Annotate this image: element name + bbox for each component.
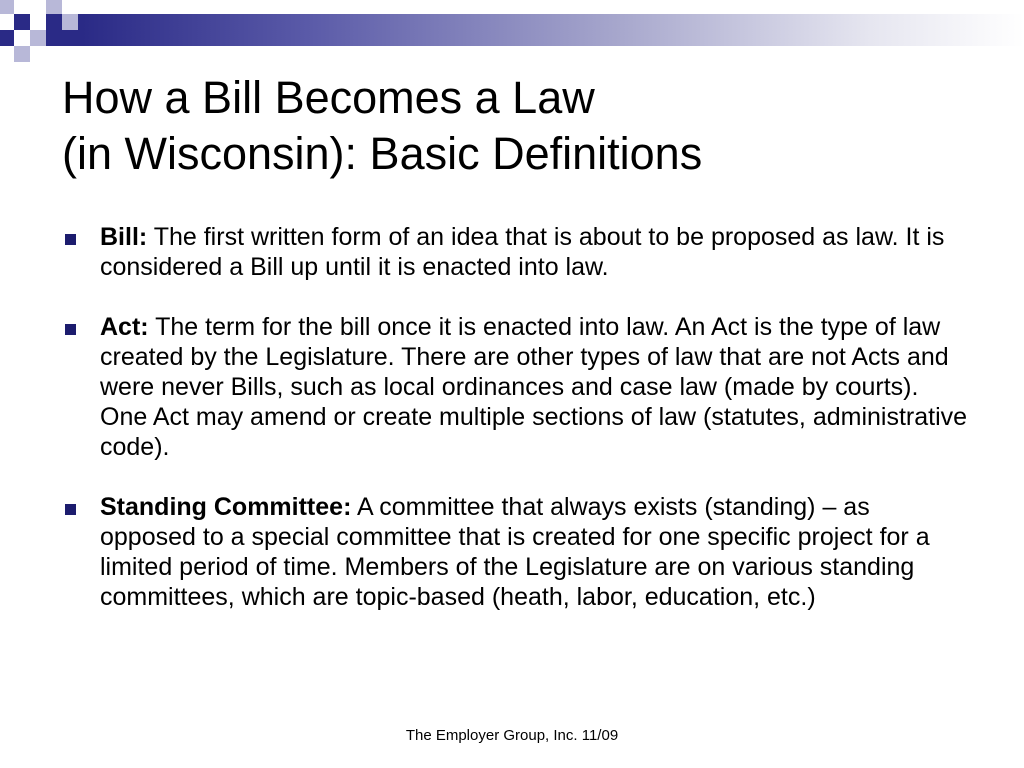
definition-list	[62, 222, 970, 642]
decor-square	[30, 30, 46, 46]
definition-text: The first written form of an idea that is about to be proposed as law. It is considered a Bill up until it is enacted into law.	[100, 223, 945, 281]
definition-act	[62, 312, 970, 462]
definition-term: Standing Committee:	[100, 493, 352, 521]
definition-term: Bill:	[100, 223, 148, 251]
title-line-1: How a Bill Becomes a Law	[62, 72, 595, 123]
decor-square	[0, 0, 14, 14]
header-gradient-bar	[0, 14, 1024, 46]
bullet-square-icon	[65, 504, 76, 515]
definition-bill	[62, 222, 970, 282]
definition-text: A committee that always exists (standing) – as opposed to a special committee that is created for one specific project for a limited period of time. Members of the Legislature are on various standing committees, which are topic-based (heath, labor, education, etc.)	[100, 493, 930, 611]
bullet-square-icon	[65, 234, 76, 245]
slide-footer: The Employer Group, Inc. 11/09	[405, 727, 619, 744]
definition-standing-committee	[62, 492, 970, 612]
definition-term: Act:	[100, 313, 149, 341]
bullet-square-icon	[65, 324, 76, 335]
decor-square	[46, 0, 62, 14]
title-line-2: (in Wisconsin): Basic Definitions	[62, 128, 703, 179]
decor-square	[0, 30, 14, 46]
slide-title	[62, 70, 982, 182]
decor-square	[14, 46, 30, 62]
decor-square	[46, 30, 62, 46]
definition-text: The term for the bill once it is enacted into law. An Act is the type of law created by the Legislature. There are other types of law that are not Acts and were never Bills, such as local ordinances and case law (made by courts). One Act may amend or create multiple sections of law (statutes, administrative code).	[100, 313, 968, 461]
decor-square	[62, 14, 78, 30]
decor-square	[14, 14, 30, 30]
